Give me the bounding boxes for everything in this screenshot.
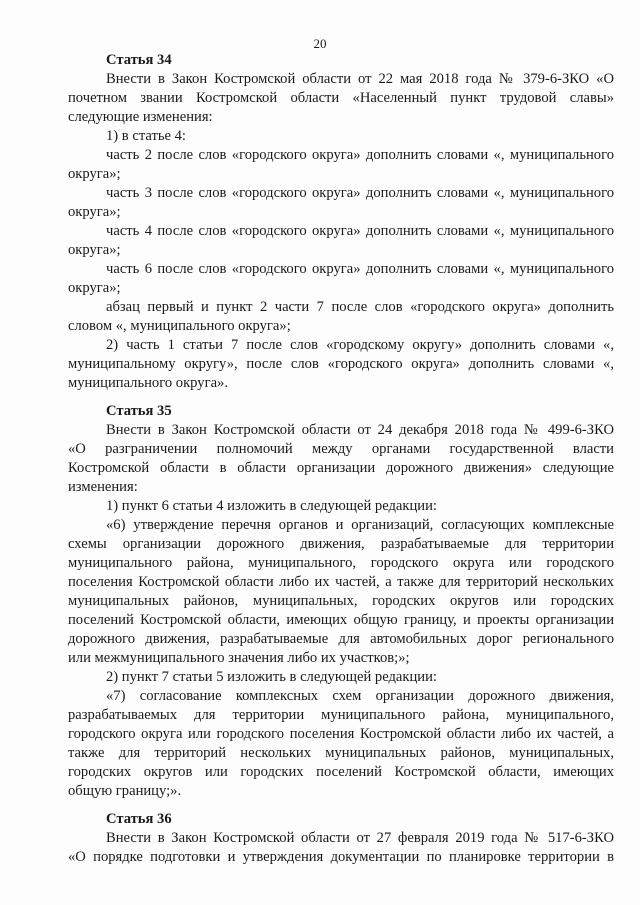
text-line: почетном звании Костромской области «Населенный пункт трудовой славы»: [68, 90, 614, 106]
text-line: часть 4 после слов «городского округа» дополнить словами «, муниципального: [106, 223, 614, 239]
text-line: часть 3 после слов «городского округа» дополнить словами «, муниципального: [106, 185, 614, 201]
text-line: 1) в статье 4:: [106, 128, 186, 144]
article-heading: Статья 34: [106, 52, 172, 68]
text-line: округа»;: [68, 204, 121, 220]
text-line: также для территорий нескольких муниципальных районов, муниципальных,: [68, 745, 614, 761]
page-number: 20: [313, 36, 327, 51]
text-line: дорожного движения, разрабатываемые для автомобильных дорог регионального: [68, 631, 614, 647]
text-line: городских округов или городских поселений Костромской области, имеющих: [68, 764, 614, 780]
article-heading: Статья 35: [106, 403, 172, 419]
text-line: следующие изменения:: [68, 109, 213, 125]
text-line: часть 6 после слов «городского округа» дополнить словами «, муниципального: [106, 261, 614, 277]
text-line: часть 2 после слов «городского округа» дополнить словами «, муниципального: [106, 147, 614, 163]
text-line: городского округа или городского поселения Костромской области либо их частей, а: [68, 726, 614, 742]
text-line: округа»;: [68, 242, 121, 258]
text-line: 1) пункт 6 статьи 4 изложить в следующей редакции:: [106, 498, 437, 514]
text-line: округа»;: [68, 166, 121, 182]
text-line: Внести в Закон Костромской области от 27 февраля 2019 года № 517-6-ЗКО: [106, 830, 614, 846]
text-line: муниципальных районов, муниципальных, городских округов или городских: [68, 593, 614, 609]
text-line: муниципального района, муниципального, городского округа или городского: [68, 555, 614, 571]
text-line: абзац первый и пункт 2 части 7 после слов «городского округа» дополнить: [106, 299, 614, 315]
text-line: муниципальному округу», после слов «городского округа» дополнить словами «,: [68, 356, 614, 372]
text-line: «7) согласование комплексных схем организации дорожного движения,: [106, 688, 614, 704]
text-line: общую границу;».: [68, 783, 182, 799]
text-line: поселений Костромской области, имеющих общую границу, и проекты организации: [68, 612, 614, 628]
text-line: Костромской области в области организации дорожного движения» следующие: [68, 460, 614, 476]
text-line: словом «, муниципального округа»;: [68, 318, 291, 334]
text-line: поселения Костромской области либо их частей, а также для территорий нескольких: [68, 574, 614, 590]
text-line: муниципального округа».: [68, 375, 228, 391]
text-line: «6) утверждение перечня органов и организаций, согласующих комплексные: [106, 517, 614, 533]
text-line: округа»;: [68, 280, 121, 296]
text-line: Внести в Закон Костромской области от 24 декабря 2018 года № 499-6-ЗКО: [106, 422, 614, 438]
text-line: 2) пункт 7 статьи 5 изложить в следующей редакции:: [106, 669, 437, 685]
text-line: или межмуниципального значения либо их участков;»;: [68, 650, 410, 666]
text-line: «О разграничении полномочий между органами государственной власти: [68, 441, 614, 457]
article-heading: Статья 36: [106, 811, 172, 827]
text-line: «О порядке подготовки и утверждения документации по планировке территории в: [68, 849, 614, 865]
text-line: 2) часть 1 статьи 7 после слов «городскому округу» дополнить словами «,: [106, 337, 614, 353]
text-line: Внести в Закон Костромской области от 22 мая 2018 года № 379-6-ЗКО «О: [106, 71, 614, 87]
text-line: разрабатываемых для территории муниципального района, муниципального,: [68, 707, 614, 723]
text-line: схемы организации дорожного движения, разрабатываемые для территории: [68, 536, 614, 552]
text-line: изменения:: [68, 479, 138, 495]
